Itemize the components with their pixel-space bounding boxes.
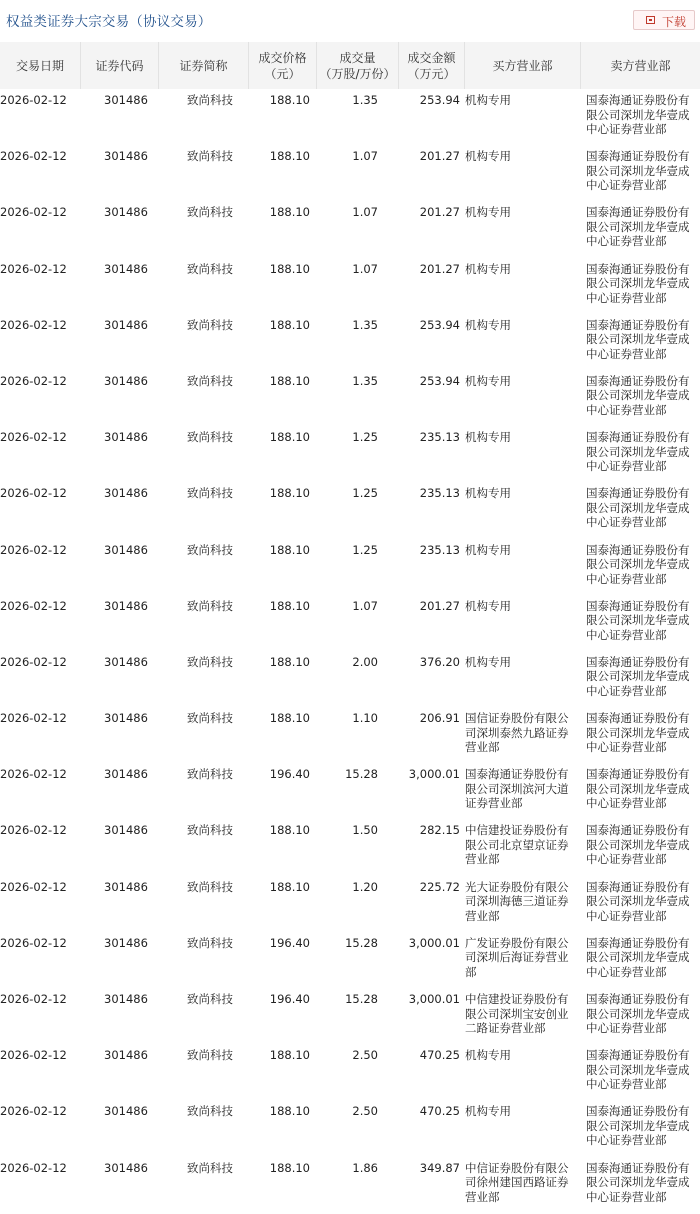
cell-trade-date: 2026-02-12: [0, 486, 67, 501]
cell-trade-date: 2026-02-12: [0, 149, 67, 164]
table-row: [0, 145, 700, 201]
table-row: [0, 651, 700, 707]
cell-price: 188.10: [269, 542, 310, 557]
cell-buyer: 中信证券股份有限公司徐州建国西路证券营业部: [465, 1160, 569, 1204]
page-title: 权益类证券大宗交易（协议交易）: [6, 14, 212, 30]
table-row: [0, 1044, 700, 1100]
cell-trade-date: 2026-02-12: [0, 1104, 67, 1119]
cell-seller: 国泰海通证券股份有限公司深圳龙华壹成中心证券营业部: [586, 598, 690, 642]
cell-price: 188.10: [269, 317, 310, 332]
cell-buyer: 机构专用: [465, 261, 511, 276]
header-security-name: [158, 42, 248, 89]
cell-price: 196.40: [269, 935, 310, 950]
cell-security-code: 301486: [104, 654, 148, 669]
table-row: [0, 482, 700, 538]
cell-security-code: 301486: [104, 317, 148, 332]
cell-trade-date: 2026-02-12: [0, 93, 67, 107]
cell-buyer: 国泰海通证券股份有限公司深圳滨河大道证券营业部: [465, 767, 569, 811]
cell-price: 196.40: [269, 992, 310, 1006]
cell-buyer: 机构专用: [465, 1048, 511, 1063]
download-label: 下载: [662, 15, 687, 29]
cell-volume: 1.20: [352, 879, 378, 894]
header-volume: [316, 42, 398, 89]
cell-seller: 国泰海通证券股份有限公司深圳龙华壹成中心证券营业部: [586, 205, 690, 249]
cell-amount: 235.13: [419, 430, 460, 445]
cell-security-name: 致尚科技: [187, 935, 233, 950]
cell-amount: 349.87: [419, 1160, 460, 1175]
header-amount: [398, 42, 464, 89]
cell-volume: 1.35: [352, 317, 378, 332]
cell-buyer: 机构专用: [465, 373, 511, 388]
table-row: [0, 932, 700, 988]
header-buyer: [464, 42, 580, 89]
cell-amount: 201.27: [419, 205, 460, 220]
cell-price: 188.10: [269, 205, 310, 220]
cell-trade-date: 2026-02-12: [0, 1048, 67, 1063]
cell-security-code: 301486: [104, 879, 148, 894]
cell-amount: 470.25: [419, 1048, 460, 1063]
cell-price: 188.10: [269, 654, 310, 669]
cell-price: 188.10: [269, 486, 310, 501]
cell-price: 188.10: [269, 373, 310, 388]
cell-amount: 253.94: [419, 317, 460, 332]
header-security-name-label: 证券简称: [179, 58, 228, 73]
header-price-label: 成交价格: [258, 50, 307, 65]
cell-trade-date: 2026-02-12: [0, 767, 67, 782]
header-trade-date-label: 交易日期: [15, 58, 64, 73]
table-row: [0, 1100, 700, 1156]
header-seller-label: 卖方营业部: [610, 58, 671, 73]
table-row: [0, 539, 700, 595]
cell-seller: 国泰海通证券股份有限公司深圳龙华壹成中心证券营业部: [586, 430, 690, 474]
cell-trade-date: 2026-02-12: [0, 879, 67, 894]
header-buyer-label: 买方营业部: [492, 58, 553, 73]
cell-seller: 国泰海通证券股份有限公司深圳龙华壹成中心证券营业部: [586, 93, 690, 136]
cell-buyer: 机构专用: [465, 93, 511, 107]
cell-trade-date: 2026-02-12: [0, 992, 67, 1006]
cell-security-name: 致尚科技: [187, 93, 233, 107]
cell-trade-date: 2026-02-12: [0, 373, 67, 388]
header-amount-unit: （万元）: [407, 66, 456, 81]
cell-volume: 15.28: [345, 935, 378, 950]
cell-security-name: 致尚科技: [187, 598, 233, 613]
cell-volume: 2.50: [352, 1104, 378, 1119]
header-seller: [580, 42, 700, 89]
cell-volume: 1.35: [352, 373, 378, 388]
cell-amount: 201.27: [419, 261, 460, 276]
cell-trade-date: 2026-02-12: [0, 430, 67, 445]
cell-seller: 国泰海通证券股份有限公司深圳龙华壹成中心证券营业部: [586, 317, 690, 361]
cell-volume: 1.07: [352, 261, 378, 276]
cell-seller: 国泰海通证券股份有限公司深圳龙华壹成中心证券营业部: [586, 1160, 690, 1204]
cell-buyer: 机构专用: [465, 542, 511, 557]
cell-price: 188.10: [269, 711, 310, 726]
cell-buyer: 机构专用: [465, 654, 511, 669]
cell-buyer: 中信建投证券股份有限公司北京望京证券营业部: [465, 823, 569, 867]
cell-buyer: 中信建投证券股份有限公司深圳宝安创业二路证券营业部: [465, 992, 569, 1035]
cell-security-name: 致尚科技: [187, 430, 233, 445]
cell-trade-date: 2026-02-12: [0, 261, 67, 276]
cell-seller: 国泰海通证券股份有限公司深圳龙华壹成中心证券营业部: [586, 767, 690, 811]
cell-security-name: 致尚科技: [187, 486, 233, 501]
cell-volume: 1.07: [352, 149, 378, 164]
cell-security-name: 致尚科技: [187, 992, 233, 1006]
cell-seller: 国泰海通证券股份有限公司深圳龙华壹成中心证券营业部: [586, 823, 690, 867]
cell-seller: 国泰海通证券股份有限公司深圳龙华壹成中心证券营业部: [586, 654, 690, 698]
cell-amount: 282.15: [419, 823, 460, 838]
cell-security-code: 301486: [104, 767, 148, 782]
cell-buyer: 光大证券股份有限公司深圳海德三道证券营业部: [465, 879, 569, 923]
table-row: [0, 426, 700, 482]
cell-trade-date: 2026-02-12: [0, 711, 67, 726]
cell-trade-date: 2026-02-12: [0, 654, 67, 669]
cell-buyer: 机构专用: [465, 205, 511, 220]
cell-amount: 225.72: [419, 879, 460, 894]
table-row: [0, 876, 700, 932]
download-button[interactable]: [633, 10, 695, 30]
cell-volume: 1.35: [352, 93, 378, 107]
cell-security-code: 301486: [104, 93, 148, 107]
cell-price: 188.10: [269, 1048, 310, 1063]
header-price: [248, 42, 316, 89]
cell-seller: 国泰海通证券股份有限公司深圳龙华壹成中心证券营业部: [586, 149, 690, 193]
cell-trade-date: 2026-02-12: [0, 317, 67, 332]
cell-security-code: 301486: [104, 1160, 148, 1175]
cell-volume: 1.07: [352, 205, 378, 220]
cell-security-code: 301486: [104, 598, 148, 613]
table-row: [0, 314, 700, 370]
cell-buyer: 机构专用: [465, 149, 511, 164]
cell-security-name: 致尚科技: [187, 317, 233, 332]
cell-buyer: 机构专用: [465, 598, 511, 613]
cell-price: 188.10: [269, 93, 310, 107]
cell-security-code: 301486: [104, 542, 148, 557]
cell-amount: 470.25: [419, 1104, 460, 1119]
cell-security-code: 301486: [104, 149, 148, 164]
table-row: [0, 201, 700, 257]
header-trade-date: [0, 42, 80, 89]
cell-security-name: 致尚科技: [187, 1104, 233, 1119]
cell-price: 188.10: [269, 430, 310, 445]
table-row: [0, 595, 700, 651]
cell-security-code: 301486: [104, 205, 148, 220]
cell-trade-date: 2026-02-12: [0, 542, 67, 557]
cell-trade-date: 2026-02-12: [0, 823, 67, 838]
table-row: [0, 763, 700, 819]
cell-seller: 国泰海通证券股份有限公司深圳龙华壹成中心证券营业部: [586, 711, 690, 755]
cell-amount: 3,000.01: [408, 992, 460, 1006]
cell-seller: 国泰海通证券股份有限公司深圳龙华壹成中心证券营业部: [586, 879, 690, 923]
download-icon: [646, 16, 655, 24]
cell-volume: 2.00: [352, 654, 378, 669]
table-row: [0, 258, 700, 314]
cell-volume: 2.50: [352, 1048, 378, 1063]
cell-buyer: 机构专用: [465, 430, 511, 445]
header-price-unit: （元）: [264, 66, 301, 81]
cell-volume: 1.25: [352, 486, 378, 501]
table-header: [0, 42, 700, 89]
cell-price: 188.10: [269, 879, 310, 894]
table-body: [0, 89, 700, 1213]
cell-amount: 253.94: [419, 93, 460, 107]
header-volume-unit: （万股/万份）: [319, 66, 396, 81]
header-volume-label: 成交量: [339, 50, 376, 65]
cell-trade-date: 2026-02-12: [0, 205, 67, 220]
cell-security-name: 致尚科技: [187, 823, 233, 838]
cell-seller: 国泰海通证券股份有限公司深圳龙华壹成中心证券营业部: [586, 992, 690, 1035]
cell-security-code: 301486: [104, 1048, 148, 1063]
cell-buyer: 机构专用: [465, 1104, 511, 1119]
cell-security-name: 致尚科技: [187, 373, 233, 388]
page-header: [0, 0, 700, 40]
cell-amount: 235.13: [419, 542, 460, 557]
cell-buyer: 机构专用: [465, 317, 511, 332]
cell-volume: 1.86: [352, 1160, 378, 1175]
cell-security-name: 致尚科技: [187, 205, 233, 220]
cell-security-code: 301486: [104, 261, 148, 276]
cell-trade-date: 2026-02-12: [0, 598, 67, 613]
cell-security-code: 301486: [104, 373, 148, 388]
cell-amount: 235.13: [419, 486, 460, 501]
cell-security-name: 致尚科技: [187, 261, 233, 276]
cell-buyer: 国信证券股份有限公司深圳泰然九路证券营业部: [465, 711, 569, 755]
cell-amount: 3,000.01: [408, 767, 460, 782]
cell-security-code: 301486: [104, 486, 148, 501]
cell-seller: 国泰海通证券股份有限公司深圳龙华壹成中心证券营业部: [586, 935, 690, 979]
cell-security-name: 致尚科技: [187, 542, 233, 557]
cell-volume: 1.25: [352, 542, 378, 557]
cell-security-code: 301486: [104, 711, 148, 726]
cell-security-name: 致尚科技: [187, 1048, 233, 1063]
cell-volume: 1.10: [352, 711, 378, 726]
cell-volume: 1.07: [352, 598, 378, 613]
header-security-code-label: 证券代码: [95, 58, 144, 73]
cell-security-code: 301486: [104, 1104, 148, 1119]
cell-price: 188.10: [269, 1104, 310, 1119]
cell-seller: 国泰海通证券股份有限公司深圳龙华壹成中心证券营业部: [586, 373, 690, 417]
cell-price: 188.10: [269, 598, 310, 613]
cell-seller: 国泰海通证券股份有限公司深圳龙华壹成中心证券营业部: [586, 1048, 690, 1092]
cell-security-name: 致尚科技: [187, 711, 233, 726]
cell-amount: 3,000.01: [408, 935, 460, 950]
cell-seller: 国泰海通证券股份有限公司深圳龙华壹成中心证券营业部: [586, 542, 690, 586]
cell-price: 188.10: [269, 1160, 310, 1175]
table-row: [0, 707, 700, 763]
cell-security-name: 致尚科技: [187, 149, 233, 164]
cell-security-name: 致尚科技: [187, 767, 233, 782]
cell-security-name: 致尚科技: [187, 879, 233, 894]
header-security-code: [80, 42, 158, 89]
cell-buyer: 广发证券股份有限公司深圳后海证券营业部: [465, 935, 569, 979]
cell-price: 188.10: [269, 149, 310, 164]
cell-volume: 1.25: [352, 430, 378, 445]
header-amount-label: 成交金额: [407, 50, 456, 65]
cell-security-name: 致尚科技: [187, 1160, 233, 1175]
cell-trade-date: 2026-02-12: [0, 935, 67, 950]
cell-volume: 15.28: [345, 992, 378, 1006]
cell-price: 196.40: [269, 767, 310, 782]
cell-buyer: 机构专用: [465, 486, 511, 501]
table-row: [0, 819, 700, 875]
cell-seller: 国泰海通证券股份有限公司深圳龙华壹成中心证券营业部: [586, 1104, 690, 1148]
cell-security-code: 301486: [104, 430, 148, 445]
cell-seller: 国泰海通证券股份有限公司深圳龙华壹成中心证券营业部: [586, 486, 690, 530]
cell-volume: 15.28: [345, 767, 378, 782]
table-row: [0, 89, 700, 145]
cell-amount: 201.27: [419, 149, 460, 164]
table-row: [0, 370, 700, 426]
cell-amount: 201.27: [419, 598, 460, 613]
table-row: [0, 1157, 700, 1213]
cell-price: 188.10: [269, 261, 310, 276]
cell-security-name: 致尚科技: [187, 654, 233, 669]
table-row: [0, 988, 700, 1044]
cell-seller: 国泰海通证券股份有限公司深圳龙华壹成中心证券营业部: [586, 261, 690, 305]
cell-amount: 376.20: [419, 654, 460, 669]
cell-security-code: 301486: [104, 992, 148, 1006]
cell-security-code: 301486: [104, 935, 148, 950]
cell-volume: 1.50: [352, 823, 378, 838]
cell-security-code: 301486: [104, 823, 148, 838]
cell-amount: 206.91: [419, 711, 460, 726]
cell-price: 188.10: [269, 823, 310, 838]
cell-trade-date: 2026-02-12: [0, 1160, 67, 1175]
cell-amount: 253.94: [419, 373, 460, 388]
